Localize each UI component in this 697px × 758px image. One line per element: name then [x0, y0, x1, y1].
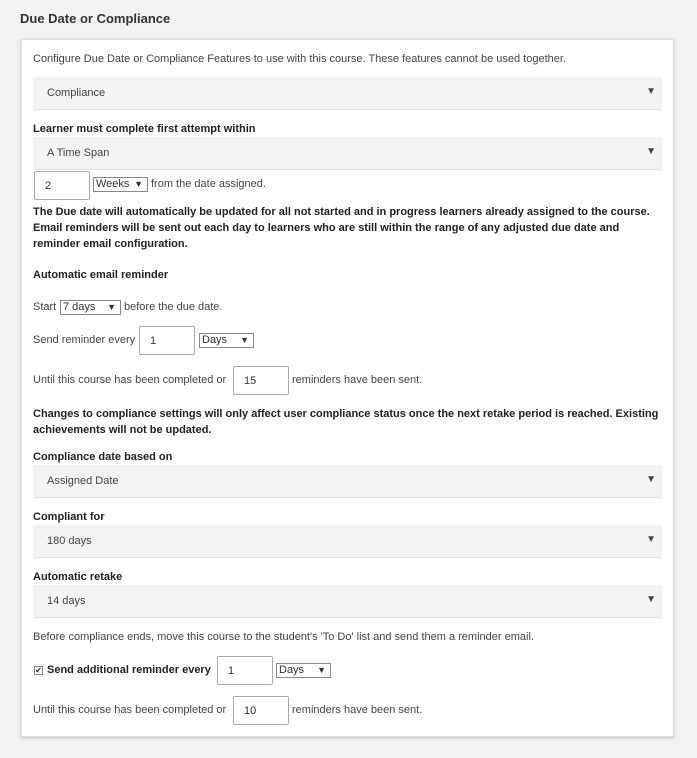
email-reminder-heading: Automatic email reminder	[33, 269, 169, 281]
reminder-every-value: 1	[150, 335, 157, 347]
check-icon: ✔	[35, 666, 42, 675]
additional-reminder-unit-select[interactable]	[276, 663, 331, 678]
chevron-down-icon: ▼	[107, 302, 116, 312]
compliant-for-label: Compliant for	[33, 511, 105, 523]
compliance-date-select[interactable]	[33, 465, 662, 498]
compliance-date-label: Compliance date based on	[33, 451, 173, 463]
chevron-down-icon: ▼	[646, 534, 656, 545]
until-prefix: Until this course has been completed or	[33, 374, 227, 386]
due-date-note: The Due date will automatically be updated for all not started and in progress learners already assigned to the course. Email reminders will be sent out each day to learners who are still within the range of any adjusted due date and reminder email configuration.	[33, 206, 650, 250]
first-attempt-count-value: 2	[45, 180, 52, 192]
additional-reminder-checkbox[interactable]	[34, 666, 43, 675]
reminder-count-value: 15	[244, 375, 257, 387]
retake-select[interactable]	[33, 585, 662, 618]
reminder-every-unit-value: Days	[202, 334, 228, 346]
reminder-every-prefix: Send reminder every	[33, 334, 136, 346]
first-attempt-unit-value: Weeks	[96, 178, 130, 190]
until-suffix: reminders have been sent.	[292, 374, 423, 386]
start-prefix: Start	[33, 301, 57, 313]
intro-text: Configure Due Date or Compliance Features to use with this course. These features cannot be used together.	[33, 53, 566, 65]
start-offset-select[interactable]	[60, 300, 121, 315]
reminder-every-unit-select[interactable]	[199, 333, 254, 348]
first-attempt-select-value: A Time Span	[47, 147, 110, 159]
additional-until-suffix: reminders have been sent.	[292, 704, 423, 716]
additional-count-input[interactable]	[233, 696, 289, 725]
page-title: Due Date or Compliance	[20, 11, 171, 26]
reminder-every-input[interactable]	[139, 326, 195, 355]
compliance-note: Changes to compliance settings will only affect user compliance status once the next retake period is reached. Existing achievements will not be updated.	[33, 408, 659, 436]
first-attempt-count-input[interactable]	[34, 171, 90, 200]
mode-select-value: Compliance	[47, 87, 106, 99]
first-attempt-label: Learner must complete first attempt within	[33, 123, 256, 135]
chevron-down-icon: ▼	[240, 335, 249, 345]
mode-select[interactable]	[33, 77, 662, 110]
chevron-down-icon: ▼	[134, 179, 143, 189]
settings-card	[21, 39, 674, 737]
start-offset-value: 7 days	[63, 301, 96, 313]
compliant-for-select[interactable]	[33, 525, 662, 558]
compliant-for-value: 180 days	[47, 535, 92, 547]
additional-count-value: 10	[244, 705, 257, 717]
retake-label: Automatic retake	[33, 571, 123, 583]
first-attempt-suffix: from the date assigned.	[151, 178, 266, 190]
first-attempt-unit-select[interactable]	[93, 177, 148, 192]
chevron-down-icon: ▼	[646, 474, 656, 485]
chevron-down-icon: ▼	[646, 594, 656, 605]
compliance-date-value: Assigned Date	[47, 475, 119, 487]
chevron-down-icon: ▼	[646, 146, 656, 157]
additional-reminder-value: 1	[228, 665, 235, 677]
additional-reminder-label: Send additional reminder every	[47, 664, 211, 676]
start-suffix: before the due date.	[124, 301, 223, 313]
chevron-down-icon: ▼	[317, 665, 326, 675]
additional-reminder-input[interactable]	[217, 656, 273, 685]
additional-until-prefix: Until this course has been completed or	[33, 704, 227, 716]
retake-value: 14 days	[47, 595, 86, 607]
reminder-count-input[interactable]	[233, 366, 289, 395]
chevron-down-icon: ▼	[646, 86, 656, 97]
first-attempt-select[interactable]	[33, 137, 662, 170]
additional-reminder-unit-value: Days	[279, 664, 305, 676]
before-ends-text: Before compliance ends, move this course to the student's 'To Do' list and send them a reminder email.	[33, 631, 534, 643]
